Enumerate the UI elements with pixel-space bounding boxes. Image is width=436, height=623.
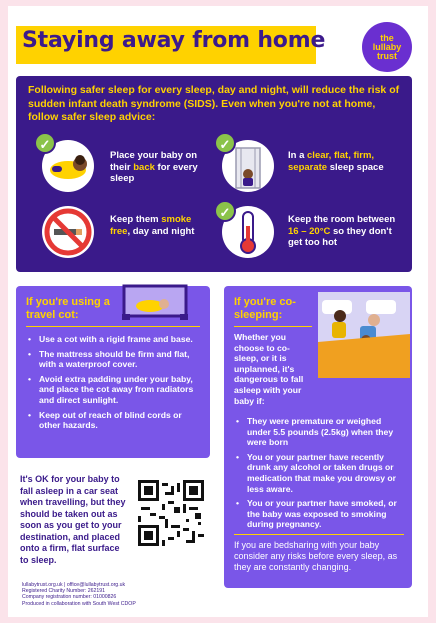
tip-room-temperature: Keep the room between 16 – 20°C so they don't get too hot [288, 214, 396, 248]
divider [234, 534, 404, 535]
car-seat-note: It's OK for your baby to fall asleep in a car seat when travelling, but they should be taken out as soon as you get to your destination, and placed onto a firm, flat surface to sleep. [20, 474, 126, 565]
co-sleeping-intro: Whether you choose to co-sleep, or it is unplanned, it's dangerous to fall asleep with your baby if: [234, 332, 304, 406]
qr-code[interactable] [138, 480, 204, 546]
no-smoking-icon [42, 206, 94, 258]
travel-cot-illustration [120, 282, 190, 322]
lullaby-trust-logo: the lullaby trust [362, 22, 412, 72]
list-item: • Keep out of reach of blind cords or other hazards. [28, 410, 202, 431]
bedsharing-note: If you are bedsharing with your baby consider any risks before every sleep, as they are constantly changing. [234, 540, 398, 572]
page-title: Staying away from home [22, 28, 326, 53]
list-item: • Avoid extra padding under your baby, and place the cot away from radiators and direct sunlight. [28, 374, 202, 406]
list-item: • You or your partner have smoked, or the baby was exposed to smoking during pregnancy. [236, 498, 406, 530]
list-item: • You or your partner have recently drunk any alcohol or taken drugs or medication that make you drowsy or less aware. [236, 452, 406, 494]
intro-text: Following safer sleep for every sleep, day and night, will reduce the risk of sudden infant death syndrome (SIDS). Even when you're not at home, follow safer sleep advice: [28, 84, 400, 123]
list-item: • Use a cot with a rigid frame and base. [28, 334, 202, 345]
check-icon: ✓ [34, 132, 56, 154]
list-item: • The mattress should be firm and flat, with a waterproof cover. [28, 349, 202, 370]
divider [26, 326, 200, 327]
travel-cot-heading: If you're using a travel cot: [26, 296, 110, 321]
co-sleeping-heading: If you're co-sleeping: [234, 296, 296, 321]
bed-sharing-illustration [318, 292, 410, 378]
check-icon: ✓ [214, 200, 236, 222]
tip-smoke-free: Keep them smoke free, day and night [110, 214, 195, 237]
divider [234, 326, 312, 327]
co-sleeping-list [236, 416, 406, 534]
list-item: • They were premature or weighed under 5.5 pounds (2.5kg) when they were born [236, 416, 406, 448]
tip-back: Place your baby on their back for every sleep [110, 150, 198, 184]
travel-cot-list [28, 334, 202, 435]
footer-info: lullabytrust.org.uk | office@lullabytrust.org.uk Registered Charity Number: 262191 Company registration number: 01000826 Produced in collaboration with South West CDOP [22, 582, 136, 607]
check-icon: ✓ [214, 132, 236, 154]
tip-sleep-space: In a clear, flat, firm, separate sleep space [288, 150, 384, 173]
